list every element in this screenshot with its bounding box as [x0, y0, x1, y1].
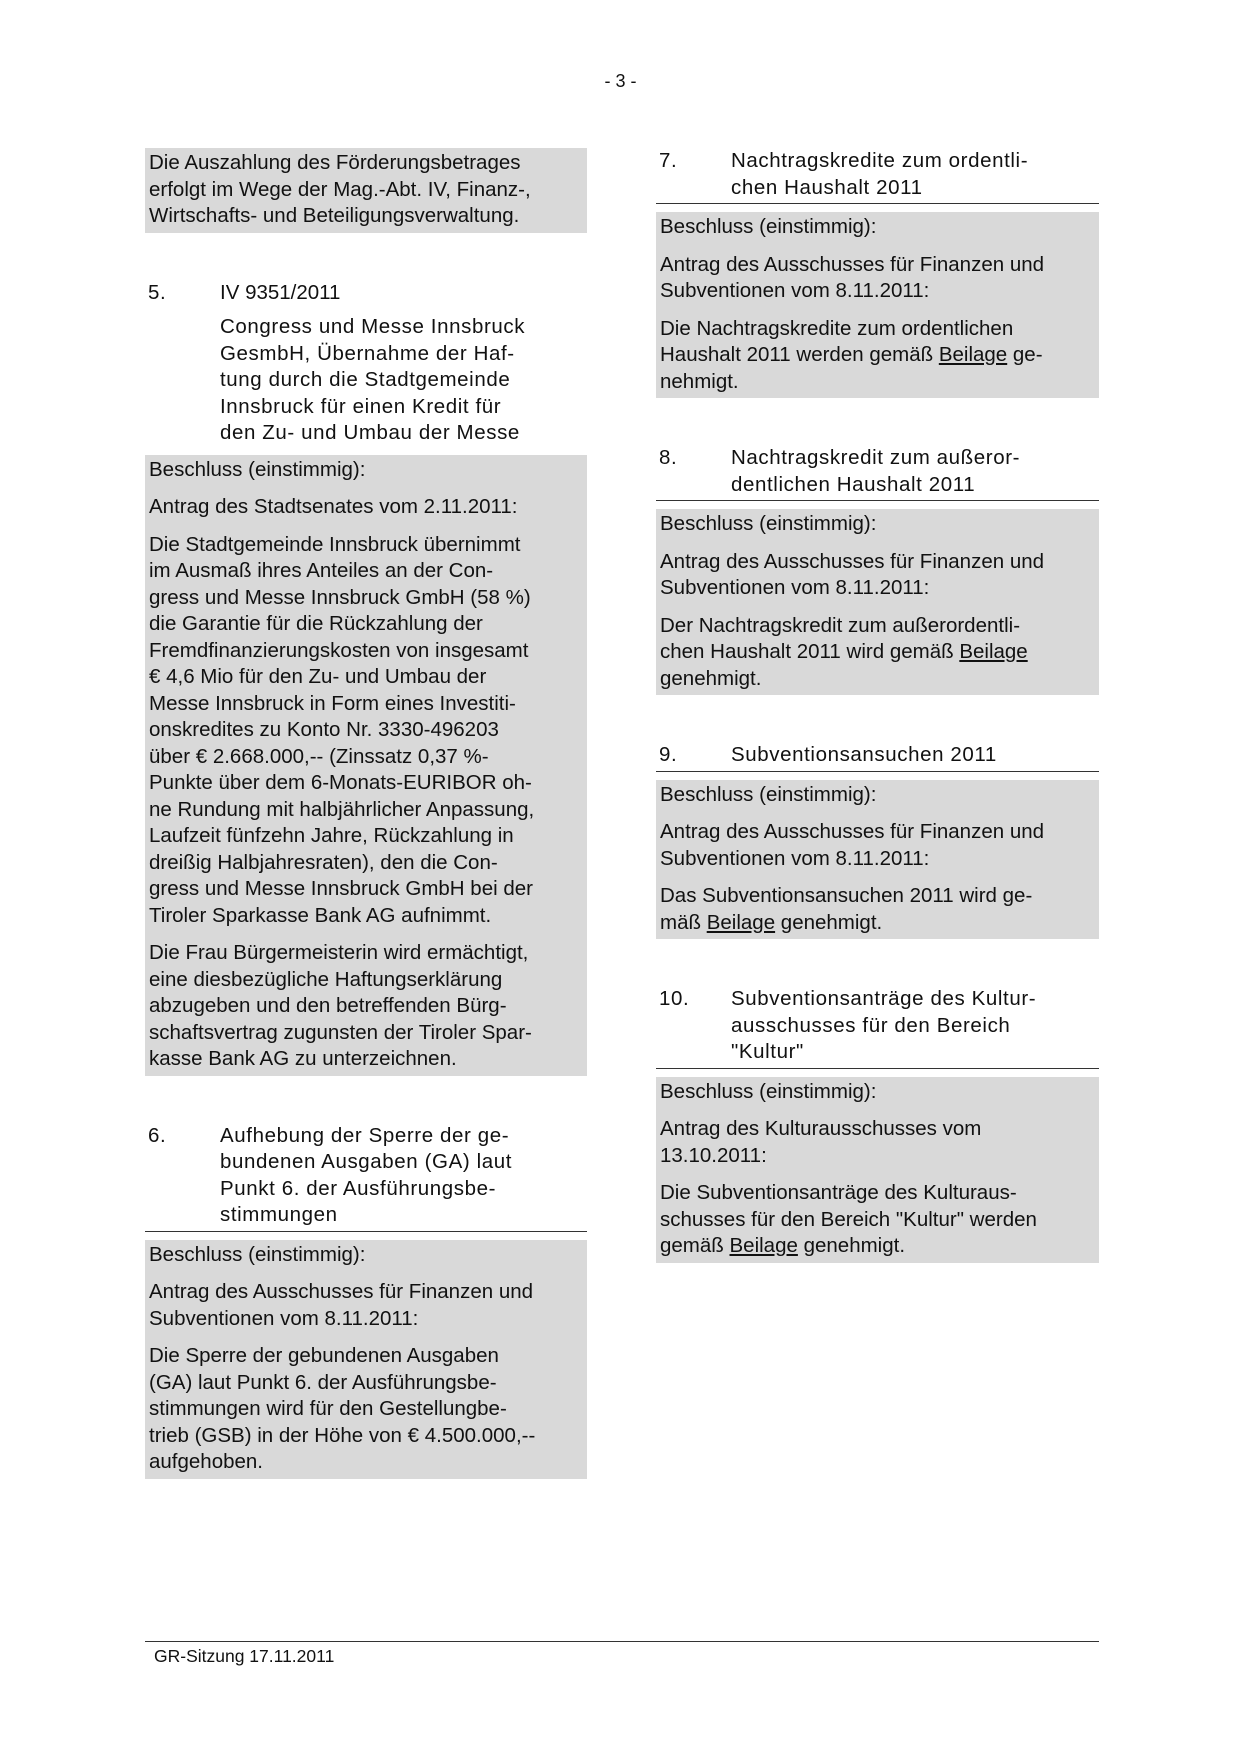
- intro-paragraph: [145, 148, 587, 233]
- item-7-heading: [656, 148, 1099, 204]
- item-number: 8.: [659, 446, 678, 469]
- item-5-resolution: [145, 455, 587, 1076]
- decision-label: Beschluss (einstimmig):: [660, 215, 877, 238]
- motion-label: Antrag des Kulturausschusses vom 13.10.2011:: [660, 1117, 982, 1167]
- item-6-heading: [145, 1123, 587, 1232]
- resolution-text: Die Sperre der gebundenen Ausgaben (GA) laut Punkt 6. der Ausführungsbe- stimmungen wird für den Gestellungbe- trieb (GSB) in der Höhe von € 4.500.000,-- aufgehoben.: [149, 1344, 536, 1473]
- resolution-text: Die Frau Bürgermeisterin wird ermächtigt, eine diesbezügliche Haftungserklärung abzugeben und den betreffenden Bürg- schaftsvertrag zugunsten der Tiroler Spar- kasse Bank AG zu unterzeichnen.: [149, 941, 532, 1070]
- item-number: 9.: [659, 743, 678, 766]
- item-5-heading: [145, 280, 587, 447]
- item-number: 6.: [148, 1123, 167, 1147]
- item-9-heading: [656, 742, 1099, 772]
- resolution-text: Der Nachtragskredit zum außerordentli- chen Haushalt 2011 wird gemäß Beilage genehmigt.: [660, 613, 1028, 690]
- motion-label: Antrag des Ausschusses für Finanzen und Subventionen vom 8.11.2011:: [149, 1280, 534, 1330]
- resolution-text: Die Nachtragskredite zum ordentlichen Haushalt 2011 werden gemäß Beilage ge- nehmigt.: [660, 316, 1043, 393]
- page-footer: [145, 1641, 1099, 1667]
- beilage-link[interactable]: Beilage: [729, 1234, 798, 1257]
- left-column: [145, 148, 587, 1479]
- decision-label: Beschluss (einstimmig):: [149, 1242, 366, 1266]
- item-9-resolution: [656, 780, 1099, 940]
- item-8-resolution: [656, 509, 1099, 695]
- item-title: Aufhebung der Sperre der ge- bundenen Ausgaben (GA) laut Punkt 6. der Ausführungsbe- stimmungen: [220, 1123, 513, 1226]
- decision-label: Beschluss (einstimmig):: [660, 782, 877, 806]
- item-number: 5.: [148, 280, 167, 304]
- decision-label: Beschluss (einstimmig):: [660, 1079, 877, 1103]
- motion-label: Antrag des Ausschusses für Finanzen und Subventionen vom 8.11.2011:: [660, 549, 1045, 599]
- beilage-link[interactable]: Beilage: [959, 640, 1028, 663]
- item-number: 7.: [659, 149, 678, 172]
- footer-text: GR-Sitzung 17.11.2011: [154, 1646, 335, 1666]
- item-title: Nachtragskredit zum außeror- dentlichen Haushalt 2011: [731, 446, 1021, 496]
- item-reference: IV 9351/2011: [220, 280, 341, 304]
- item-number: 10.: [659, 987, 690, 1010]
- beilage-link[interactable]: Beilage: [938, 343, 1008, 366]
- beilage-link[interactable]: Beilage: [706, 910, 776, 934]
- motion-label: Antrag des Ausschusses für Finanzen und Subventionen vom 8.11.2011:: [660, 820, 1045, 870]
- item-title: Subventionsansuchen 2011: [731, 743, 997, 766]
- item-title: Nachtragskredite zum ordentli- chen Haushalt 2011: [731, 149, 1029, 199]
- item-title: Subventionsanträge des Kultur- ausschusses für den Bereich "Kultur": [731, 987, 1037, 1063]
- item-title: Congress und Messe Innsbruck GesmbH, Übernahme der Haf- tung durch die Stadtgemeinde Innsbruck für einen Kredit für den Zu- und Umbau der Messe: [220, 315, 526, 444]
- resolution-text: Das Subventionsansuchen 2011 wird ge- mäß Beilage genehmigt.: [660, 884, 1033, 934]
- item-10-resolution: [656, 1077, 1099, 1263]
- motion-label: Antrag des Stadtsenates vom 2.11.2011:: [149, 495, 518, 518]
- item-6-resolution: [145, 1240, 587, 1479]
- right-column: [656, 148, 1099, 1263]
- resolution-text: Die Stadtgemeinde Innsbruck übernimmt im Ausmaß ihres Anteiles an der Con- gress und Messe Innsbruck GmbH (58 %) die Garantie für die Rückzahlung der Fremdfinanzierungskosten von insgesamt € 4,6 Mio für den Zu- und Umbau der Messe Innsbruck in Form eines Investiti- onskredites zu Konto Nr. 3330-496203 über € 2.668.000,-- (Zinssatz 0,37 %- Punkte über dem 6-Monats-EURIBOR oh- ne Rundung mit halbjährlicher Anpassung, Laufzeit fünfzehn Jahre, Rückzahlung in dreißig Halbjahresraten), den die Con- gress und Messe Innsbruck GmbH bei der Tiroler Sparkasse Bank AG aufnimmt.: [149, 532, 535, 927]
- item-8-heading: [656, 445, 1099, 501]
- decision-label: Beschluss (einstimmig):: [660, 512, 877, 535]
- item-10-heading: [656, 986, 1099, 1069]
- item-7-resolution: [656, 212, 1099, 398]
- decision-label: Beschluss (einstimmig):: [149, 457, 366, 481]
- page-number: - 3 -: [604, 71, 637, 91]
- motion-label: Antrag des Ausschusses für Finanzen und Subventionen vom 8.11.2011:: [660, 252, 1045, 302]
- resolution-text: Die Subventionsanträge des Kulturaus- schusses für den Bereich "Kultur" werden gemäß Beilage genehmigt.: [660, 1181, 1037, 1257]
- intro-text: Die Auszahlung des Förderungsbetrages erfolgt im Wege der Mag.-Abt. IV, Finanz-, Wirtschafts- und Beteiligungsverwaltung.: [149, 151, 531, 227]
